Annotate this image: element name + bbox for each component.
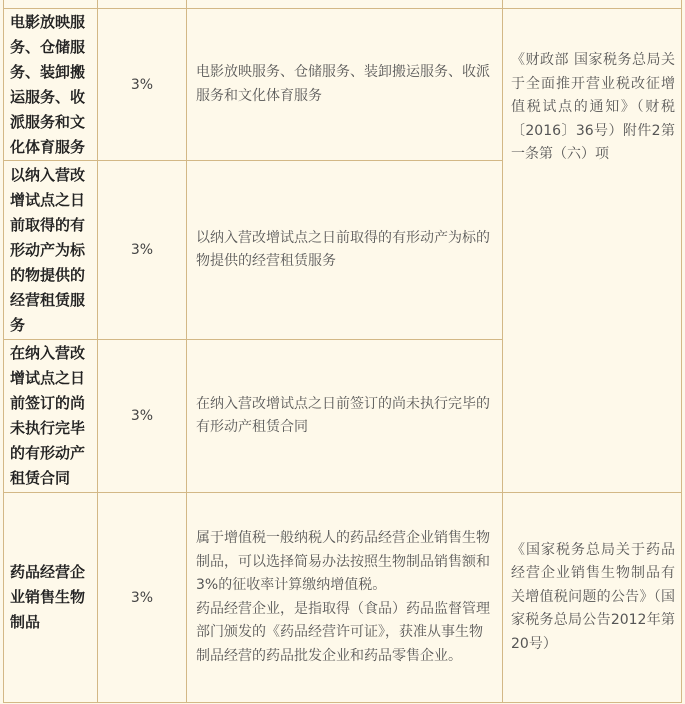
levy-rate: 3% [98,340,187,493]
service-description: 在纳入营改增试点之日前签订的尚未执行完毕的有形动产租赁合同 [187,340,503,493]
service-description: 电影放映服务、仓储服务、装卸搬运服务、收派服务和文化体育服务 [187,9,503,161]
table-row-top-partial [4,0,682,9]
table-row [4,493,682,703]
service-name: 以纳入营改增试点之日前取得的有形动产为标的物提供的经营租赁服务 [4,161,98,340]
cell-top-basis [503,0,682,9]
cell-top-name [4,0,98,9]
description-paragraph: 药品经营企业，是指取得（食品）药品监督管理部门颁发的《药品经营许可证》，获准从事生物制品经营的药品批发企业和药品零售企业。 [196,600,490,664]
service-name: 药品经营企业销售生物制品 [4,493,98,703]
levy-rate: 3% [98,9,187,161]
levy-rate: 3% [98,493,187,703]
service-name: 电影放映服务、仓储服务、装卸搬运服务、收派服务和文化体育服务 [4,9,98,161]
service-description [187,493,503,703]
service-description: 以纳入营改增试点之日前取得的有形动产为标的物提供的经营租赁服务 [187,161,503,340]
description-paragraph: 属于增值税一般纳税人的药品经营企业销售生物制品，可以选择简易办法按照生物制品销售额和3%的征收率计算缴纳增值税。 [196,530,490,593]
cell-top-rate [98,0,187,9]
service-name: 在纳入营改增试点之日前签订的尚未执行完毕的有形动产租赁合同 [4,340,98,493]
table-row [4,9,682,161]
levy-rate: 3% [98,161,187,340]
policy-basis: 《国家税务总局关于药品经营企业销售生物制品有关增值税问题的公告》（国家税务总局公告2012年第20号） [503,493,682,703]
tax-rate-table [3,0,682,703]
cell-top-desc [187,0,503,9]
policy-basis: 《财政部 国家税务总局关于全面推开营业税改征增值税试点的通知》（财税〔2016〕36号）附件2第一条第（六）项 [503,9,682,493]
